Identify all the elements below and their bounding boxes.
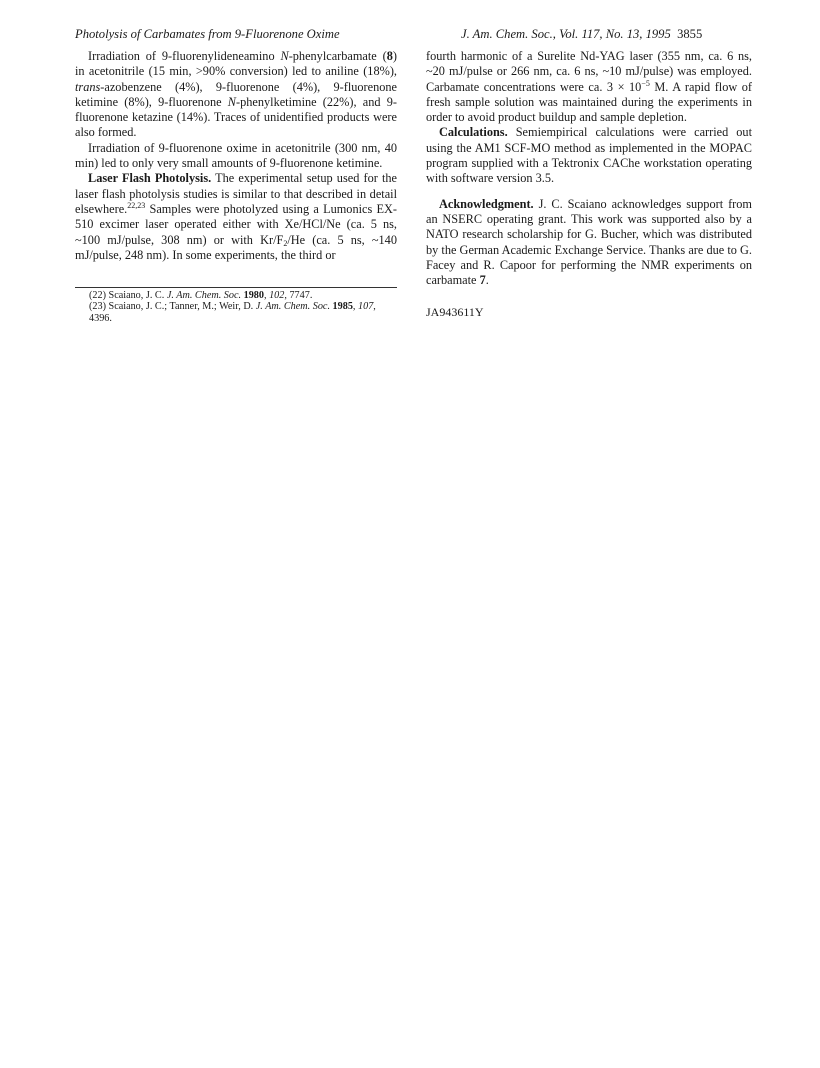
paragraph-irradiation-carbamate: Irradiation of 9-fluorenylideneamino N-phenylcarbamate (8) in acetonitrile (15 min, >90% conversion) led to aniline (18%), trans-azobenzene (4%), 9-fluorenone (4%), 9-fluorenone ketimine (8%), 9-fluorenone N-phenylketimine (22%), and 9-fluorenone ketazine (14%). Traces of unidentified products were also formed. (75, 49, 398, 140)
journal-citation (461, 27, 702, 42)
page-number: 3855 (677, 27, 703, 41)
document-id: JA943611Y (426, 305, 484, 319)
paragraph-calculations: Calculations. Semiempirical calculations were carried out using the AM1 SCF-MO method as implemented in the MOPAC program supplied with a Tektronix CAChe workstation operating with software version 3.5. (426, 125, 752, 186)
running-title: Photolysis of Carbamates from 9-Fluorenone Oxime (75, 27, 340, 41)
section-heading: Laser Flash Photolysis. (88, 171, 212, 186)
paragraph-laser-flash-photolysis: Laser Flash Photolysis. The experimental setup used for the laser flash photolysis studies is similar to that described in detail elsewhere.$^{22,23}$ Samples were photolyzed using a Lumonics EX-510 excimer laser operated either with Xe/HCl/Ne (ca. 5 ns, ~100 mJ/pulse, 308 nm) or with $Kr/F_2/He$ (ca. 5 ns, ~140 mJ/pulse, 248 nm). In some experiments, the third or (75, 171, 397, 262)
paragraph-irradiation-oxime: Irradiation of 9-fluorenone oxime in acetonitrile (300 nm, 40 min) led to only very small amounts of 9-fluorenone ketimine. (75, 140, 397, 171)
footnote-22: (22) Scaiano, J. C. J. Am. Chem. Soc. 1980, 102, 7747. (89, 290, 313, 301)
volume-issue: Vol. 117, No. 13, 1995 (559, 27, 671, 41)
right-column (426, 49, 752, 288)
section-heading: Acknowledgment. (439, 196, 534, 211)
reference-superscript: 22,23 (127, 200, 146, 210)
left-column (75, 49, 397, 263)
paragraph-acknowledgment: Acknowledgment. J. C. Scaiano acknowledges support from an NSERC operating grant. This work was supported also by a NATO research scholarship for G. Bucher, which was distributed by the German Academic Exchange Service. Thanks are due to G. Facey and R. Capoor for performing the NMR experiments on carbamate 7. (426, 196, 752, 288)
footnote-23: (23) Scaiano, J. C.; Tanner, M.; Weir, D. J. Am. Chem. Soc. 1985, 107, 4396. (89, 301, 376, 324)
footnote-divider (75, 287, 397, 288)
footnotes (75, 290, 397, 324)
paragraph-laser-continued: fourth harmonic of a Surelite Nd-YAG laser (355 nm, ca. 6 ns, ~20 mJ/pulse or 266 nm, ca. 6 ns, ~10 mJ/pulse) was employed. Carbamate concentrations were ca. $3 \times 10^{-5}$ M. A rapid flow of fresh sample solution was maintained during the experiments in order to avoid product buildup and sample depletion. (426, 49, 753, 125)
journal-name: J. Am. Chem. Soc., (461, 27, 556, 41)
section-heading: Calculations. (439, 125, 508, 140)
